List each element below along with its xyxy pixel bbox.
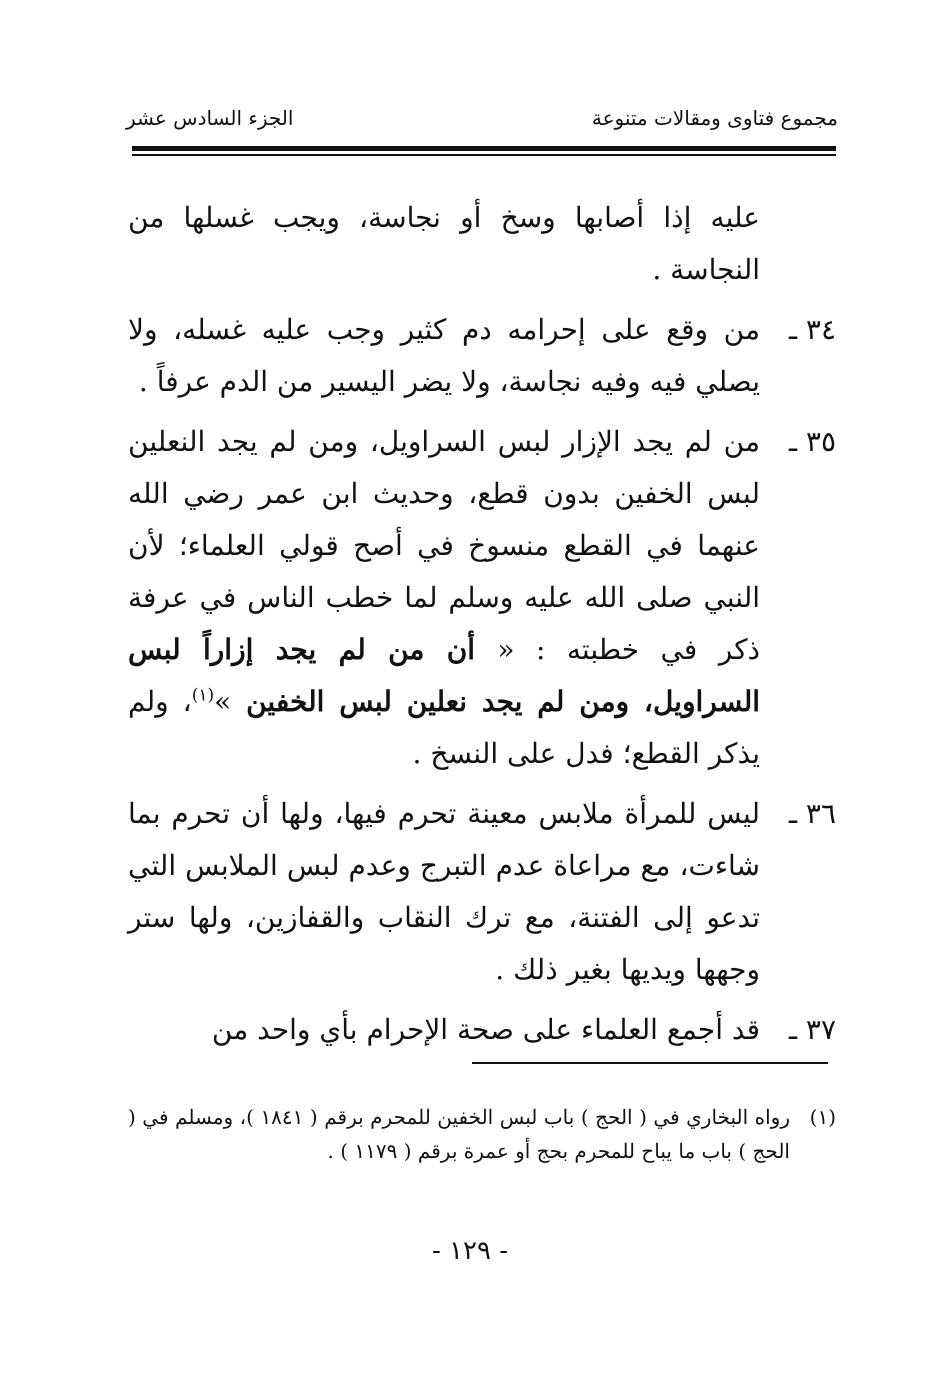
item-number: ٣٥ ـ xyxy=(788,425,836,458)
footnote-text: رواه البخاري في ( الحج ) باب لبس الخفين للمحرم برقم ( ١٨٤١ )، ومسلم في ( الحج ) باب ما يباح للمحرم بحج أو عمرة برقم ( ١١٧٩ ) . xyxy=(128,1105,790,1163)
continuation-paragraph: عليه إذا أصابها وسخ أو نجاسة، ويجب غسلها من النجاسة . xyxy=(128,201,760,286)
footnote-number: (١) xyxy=(809,1105,836,1129)
item-text: قد أجمع العلماء على صحة الإحرام بأي واحد من xyxy=(211,1013,760,1046)
header-rule-thick xyxy=(132,146,836,151)
page-number: - ١٢٩ - xyxy=(431,1236,509,1266)
footnote-reference[interactable]: (١) xyxy=(191,685,215,706)
item-text xyxy=(128,416,760,780)
item-36 xyxy=(128,788,836,996)
footnote xyxy=(128,1100,836,1168)
item-text: ليس للمرأة ملابس معينة تحرم فيها، ولها أن تحرم بما شاءت، مع مراعاة عدم التبرج وعدم لبس الملابس التي تدعو إلى الفتنة، مع ترك النقاب والقفازين، ولها ستر وجهها ويديها بغير ذلك . xyxy=(128,797,760,986)
main-text xyxy=(128,192,836,1064)
item-35 xyxy=(128,416,836,780)
footnote-separator xyxy=(472,1062,828,1064)
header-rule-thin xyxy=(132,154,836,156)
item-number: ٣٦ ـ xyxy=(788,797,836,830)
book-title: مجموع فتاوى ومقالات متنوعة xyxy=(591,106,838,130)
item-number: ٣٧ ـ xyxy=(788,1013,836,1046)
item-34 xyxy=(128,304,836,408)
item-37 xyxy=(128,1004,836,1056)
item-text: من وقع على إحرامه دم كثير وجب عليه غسله، ولا يصلي فيه وفيه نجاسة، ولا يضر اليسير من الدم عرفاً . xyxy=(128,313,760,398)
running-header xyxy=(126,106,838,140)
item-text-after-quote: ، ولم يذكر القطع؛ فدل على النسخ . xyxy=(128,685,760,770)
part-title: الجزء السادس عشر xyxy=(126,106,294,130)
close-quote-mark: » xyxy=(214,685,232,718)
item-text-before-quote: من لم يجد الإزار لبس السراويل، ومن لم يجد النعلين لبس الخفين بدون قطع، وحديث ابن عمر رضي الله عنهما في القطع منسوخ في أصح قولي العلماء؛ لأن النبي صلى الله عليه وسلم لما خطب الناس في عرفة ذكر في خطبته : « xyxy=(128,425,760,666)
item-number: ٣٤ ـ xyxy=(788,313,836,346)
hadith-quote: أن من لم يجد إزاراً لبس السراويل، ومن لم يجد نعلين لبس الخفين xyxy=(128,633,760,718)
